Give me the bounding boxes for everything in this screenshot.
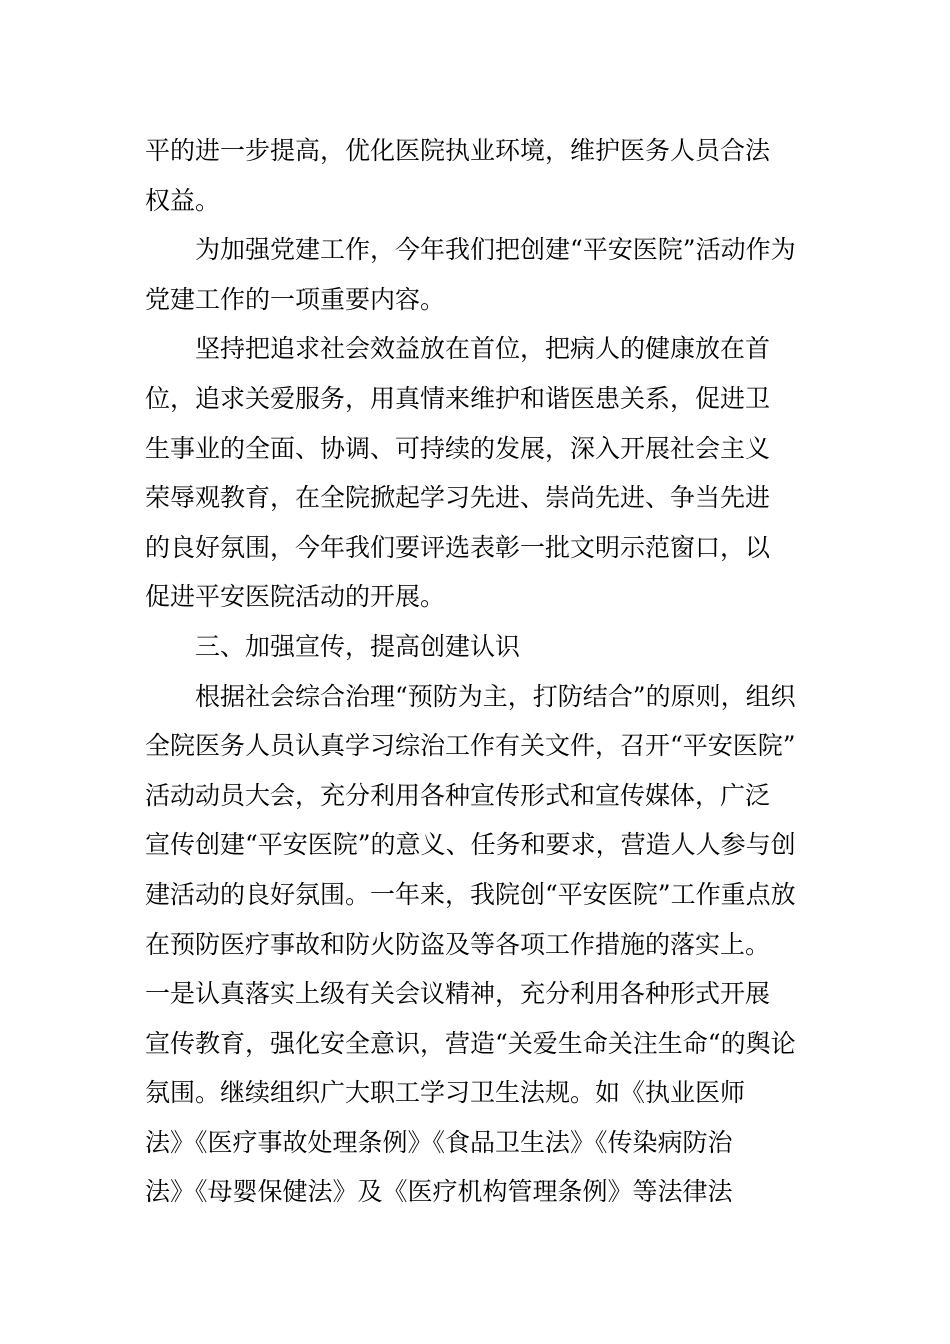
text-line: 法》《母婴保健法》及《医疗机构管理条例》等法律法	[145, 1177, 733, 1207]
text-line: 平的进一步提高，优化医院执业环境，维护医务人员合法	[145, 136, 771, 165]
text-line: 一是认真落实上级有关会议精神，充分利用各种形式开展	[145, 979, 771, 1009]
text-line: 党建工作的一项重要内容。	[145, 284, 446, 314]
text-line: 宣传教育，强化安全意识，营造“关爱生命关注生命“的舆论	[145, 1028, 796, 1058]
text-line: 法》《医疗事故处理条例》《食品卫生法》《传染病防治	[145, 1127, 733, 1157]
text-line: 荣辱观教育，在全院掀起学习先进、崇尚先进、争当先进	[145, 483, 771, 513]
text-line: 位，追求关爱服务，用真情来维护和谐医患关系，促进卫	[145, 383, 771, 413]
text-line: 的良好氛围，今年我们要评选表彰一批文明示范窗口，以	[145, 532, 771, 562]
text-line: 根据社会综合治理“预防为主，打防结合”的原则，组织	[195, 681, 796, 711]
paragraph-2	[145, 225, 805, 324]
text-line: 坚持把追求社会效益放在首位，把病人的健康放在首	[195, 334, 771, 364]
text-line: 三、加强宣传，提高创建认识	[195, 631, 521, 661]
text-line: 活动动员大会，充分利用各种宣传形式和宣传媒体，广泛	[145, 780, 771, 810]
section-heading	[145, 622, 805, 672]
document-body	[145, 126, 805, 1217]
paragraph-1	[145, 126, 805, 225]
text-line: 促进平安医院活动的开展。	[145, 582, 446, 612]
text-line: 建活动的良好氛围。一年来，我院创“平安医院”工作重点放	[145, 879, 796, 909]
text-line: 生事业的全面、协调、可持续的发展，深入开展社会主义	[145, 433, 771, 463]
text-line: 在预防医疗事故和防火防盗及等各项工作措施的落实上。	[145, 929, 771, 959]
text-line: 全院医务人员认真学习综治工作有关文件，召开“平安医院”	[145, 731, 796, 761]
paragraph-5	[145, 969, 805, 1217]
text-line: 权益。	[145, 185, 221, 215]
paragraph-4	[145, 672, 805, 970]
text-line: 氛围。继续组织广大职工学习卫生法规。如《执业医师	[145, 1078, 746, 1108]
text-line: 为加强党建工作，今年我们把创建“平安医院”活动作为	[195, 235, 796, 265]
paragraph-3	[145, 324, 805, 622]
text-line: 宣传创建“平安医院”的意义、任务和要求，营造人人参与创	[145, 830, 796, 860]
